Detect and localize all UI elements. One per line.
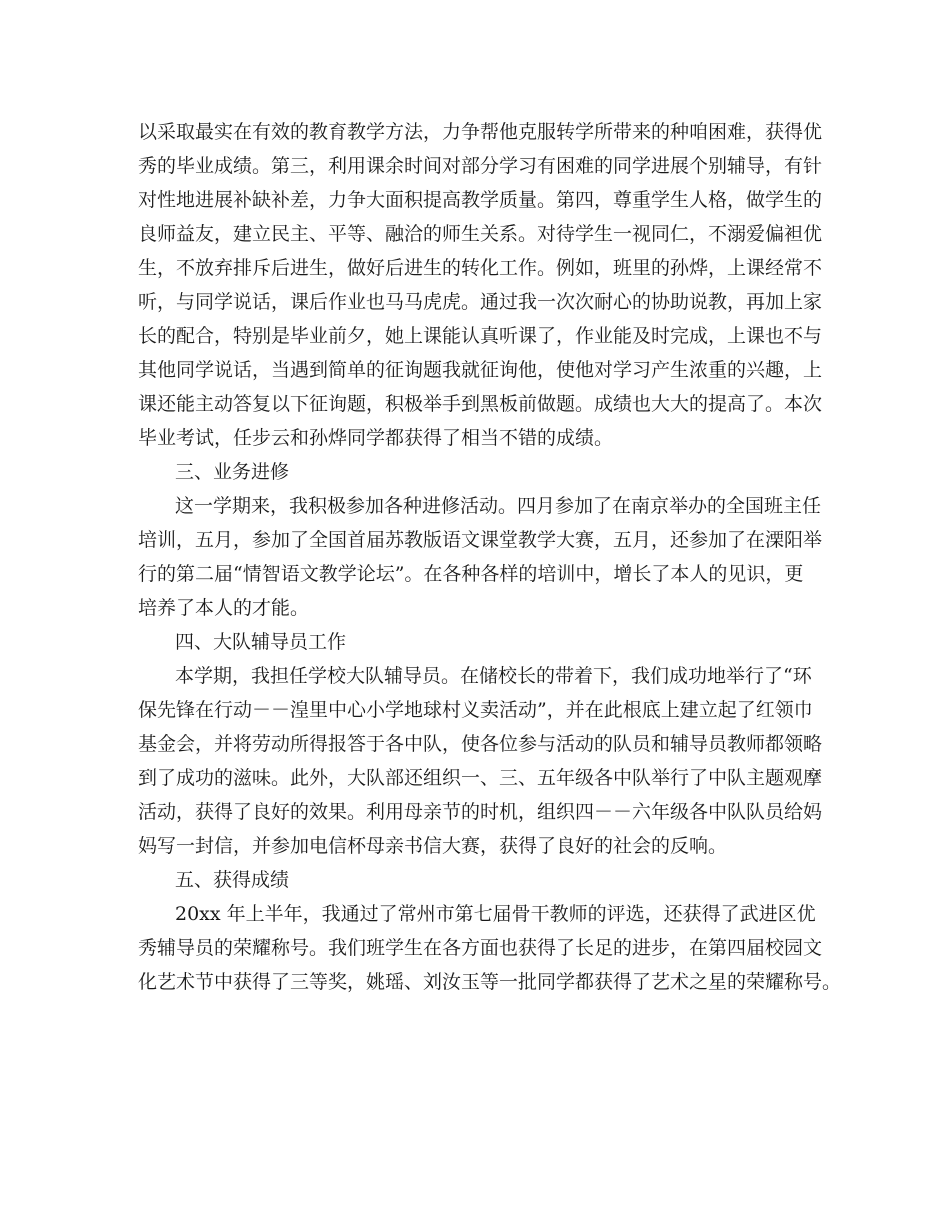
paragraph-line: 以采取最实在有效的教育教学方法，力争帮他克服转学所带来的种咱困难，获得优 (138, 121, 823, 143)
section-heading: 四、大队辅导员工作 (175, 631, 347, 653)
section-heading: 五、获得成绩 (175, 869, 290, 891)
paragraph-line: 培训，五月，参加了全国首届苏教版语文课堂教学大赛，五月，还参加了在溧阳举 (138, 529, 823, 551)
paragraph-line: 本学期，我担任学校大队辅导员。在储校长的带着下，我们成功地举行了“环 (175, 665, 812, 687)
paragraph-line: 毕业考试，任步云和孙烨同学都获得了相当不错的成绩。 (138, 427, 614, 449)
paragraph-line: 秀的毕业成绩。第三，利用课余时间对部分学习有困难的同学进展个别辅导，有针 (138, 155, 823, 177)
paragraph-line: 保先锋在行动－－湟里中心小学地球村义卖活动”，并在此根底上建立起了红领巾 (138, 699, 813, 721)
section-heading: 三、业务进修 (175, 461, 290, 483)
paragraph-line: 听，与同学说话，课后作业也马马虎虎。通过我一次次耐心的协助说教，再加上家 (138, 291, 823, 313)
paragraph-line: 基金会，并将劳动所得报答于各中队，使各位参与活动的队员和辅导员教师都领略 (138, 733, 823, 755)
paragraph-line: 其他同学说话，当遇到简单的征询题我就征询他，使他对学习产生浓重的兴趣，上 (138, 359, 823, 381)
paragraph-line: 这一学期来，我积极参加各种进修活动。四月参加了在南京举办的全国班主任 (175, 495, 822, 517)
paragraph-line: 秀辅导员的荣耀称号。我们班学生在各方面也获得了长足的进步，在第四届校园文 (138, 937, 823, 959)
paragraph-line: 妈写一封信，并参加电信杯母亲书信大赛，获得了良好的社会的反响。 (138, 835, 728, 857)
paragraph-line: 20xx 年上半年，我通过了常州市第七届骨干教师的评选，还获得了武进区优 (175, 903, 816, 925)
paragraph-line: 化艺术节中获得了三等奖，姚瑶、刘汝玉等一批同学都获得了艺术之星的荣耀称号。 (138, 971, 842, 993)
paragraph-line: 行的第二届“情智语文教学论坛”。在各种各样的培训中，增长了本人的见识，更 (138, 563, 804, 585)
paragraph-line: 培养了本人的才能。 (138, 597, 310, 619)
paragraph-line: 长的配合，特别是毕业前夕，她上课能认真听课了，作业能及时完成，上课也不与 (138, 325, 823, 347)
paragraph-line: 课还能主动答复以下征询题，积极举手到黑板前做题。成绩也大大的提高了。本次 (138, 393, 823, 415)
paragraph-line: 生，不放弃排斥后进生，做好后进生的转化工作。例如，班里的孙烨，上课经常不 (138, 257, 823, 279)
paragraph-line: 良师益友，建立民主、平等、融洽的师生关系。对待学生一视同仁，不溺爱偏袒优 (138, 223, 823, 245)
paragraph-line: 到了成功的滋味。此外，大队部还组织一、三、五年级各中队举行了中队主题观摩 (138, 767, 823, 789)
paragraph-line: 对性地进展补缺补差，力争大面积提高教学质量。第四，尊重学生人格，做学生的 (138, 189, 823, 211)
paragraph-line: 活动，获得了良好的效果。利用母亲节的时机，组织四－－六年级各中队队员给妈 (138, 801, 823, 823)
